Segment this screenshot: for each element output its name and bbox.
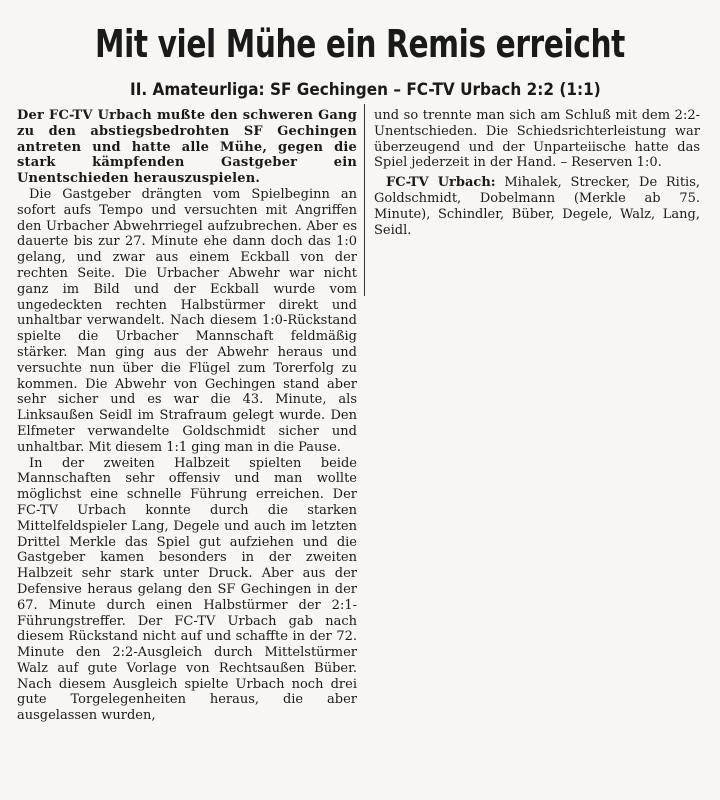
lead-paragraph: Der FC-TV Urbach mußte den schweren Gang zu den abstiegsbedrohten SF Gechingen antreten und hatte alle Mühe, gegen die stark kämpfenden Gastgeber ein Unentschieden herauszuspielen. xyxy=(17,108,357,187)
body-paragraph-1: Die Gastgeber drängten vom Spielbeginn an sofort aufs Tempo und versuchten mit Angriffen den Urbacher Abwehrriegel aufzubrechen. Aber es dauerte bis zur 27. Minute ehe dann doch das 1:0 gelang, und zwar aus einem Eckball von der rechten Seite. Die Urbacher Abwehr war nicht ganz im Bild und der Eckball wurde vom ungedeckten rechten Halbstürmer direkt und unhaltbar verwandelt. Nach diesem 1:0-Rückstand spielte die Urbacher Mannschaft feldmäßig stärker. Man ging aus der Abwehr heraus und versuchte nun über die Flügel zum Torerfolg zu kommen. Die Abwehr von Gechingen stand aber sehr sicher und es war die 43. Minute, als Linksaußen Seidl im Strafraum gelegt wurde. Den Elfmeter verwandelte Goldschmidt sicher und unhaltbar. Mit diesem 1:1 ging man in die Pause. xyxy=(17,186,357,455)
subheadline: II. Amateurliga: SF Gechingen – FC-TV Urbach 2:2 (1:1) xyxy=(130,80,601,100)
left-column xyxy=(17,108,357,798)
lineup-text: Mihalek, Strecker, De Ritis, Goldschmidt, Dobelmann (Merkle ab 75. Minute), Schindler, Büber, Degele, Walz, Lang, Seidl. xyxy=(374,175,700,238)
column-divider xyxy=(364,104,365,296)
lineup-label: FC-TV Urbach: xyxy=(386,175,496,191)
lineup-paragraph xyxy=(374,175,700,238)
right-column xyxy=(374,108,700,238)
body-paragraph-2: In der zweiten Halbzeit spielten beide Mannschaften sehr offensiv und man wollte möglichst eine schnelle Führung erreichen. Der FC-TV Urbach konnte durch die starken Mittelfeldspieler Lang, Degele und auch im letzten Drittel Merkle das Spiel gut aufziehen und die Gastgeber kamen besonders in der zweiten Halbzeit sehr stark unter Druck. Aber aus der Defensive heraus gelang den SF Gechingen in der 67. Minute durch einen Halbstürmer der 2:1-Führungstreffer. Der FC-TV Urbach gab nach diesem Rückstand nicht auf und schaffte in der 72. Minute den 2:2-Ausgleich durch Mittelstürmer Walz auf gute Vorlage von Rechtsaußen Büber. Nach diesem Ausgleich spielte Urbach noch drei gute Torgelegenheiten heraus, die aber ausgelassen wurden, xyxy=(17,455,357,724)
headline: Mit viel Mühe ein Remis erreicht xyxy=(95,22,625,66)
continuation-paragraph: und so trennte man sich am Schluß mit dem 2:2-Unentschieden. Die Schiedsrichterleistung war überzeugend und der Unparteiische hatte das Spiel jederzeit in der Hand. – Reserven 1:0. xyxy=(374,108,700,171)
